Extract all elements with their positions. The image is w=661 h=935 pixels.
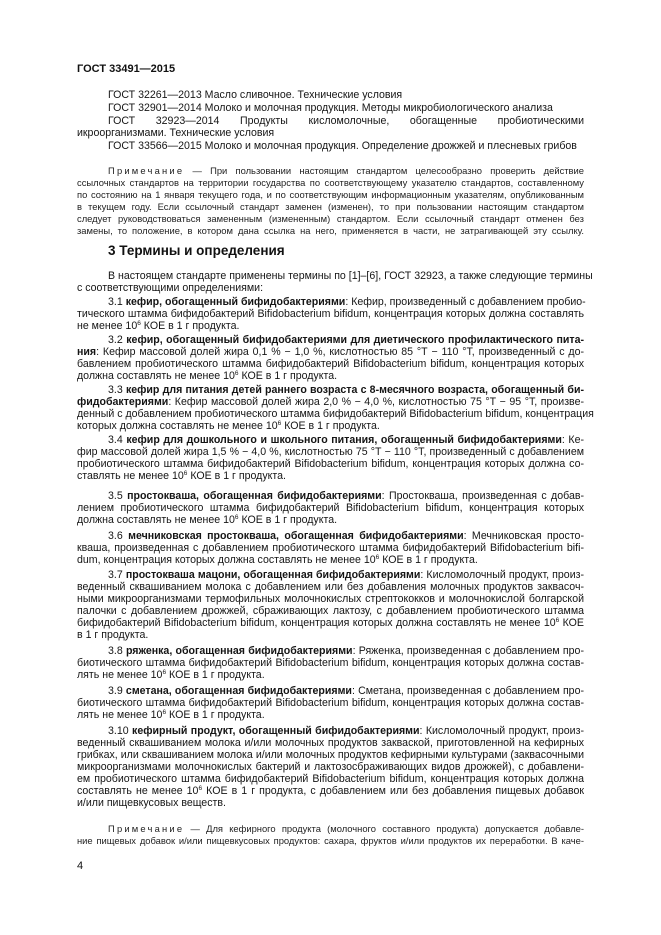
reference-line: ГОСТ 33566—2015 Молоко и молочная продукция. Определение дрожжей и плесневых грибов <box>108 140 577 152</box>
term-title: ряженка, обогащенная бифидобактериями <box>125 645 353 657</box>
term-title: кефир, обогащенный бифидобактериями <box>125 296 346 308</box>
term-title: кефир для дошкольного и школьного питания, обогащенный бифидобактериями <box>126 434 562 446</box>
term-title: простокваша мацони, обогащенная бифидобактериями <box>125 569 421 581</box>
reference-line: икроорганизмами. Технические условия <box>77 127 275 139</box>
note-line: следует руководствоваться замененным (измененным) стандартом. Если ссылочный стандарт отменен без <box>77 213 584 224</box>
note-line: Примечание — Для кефирного продукта (молочного составного продукта) допускается добавле- <box>108 823 584 834</box>
reference-line: ГОСТ 32261—2013 Масло сливочное. Технические условия <box>108 89 403 101</box>
note-label: Примечание <box>108 165 185 176</box>
header-title: ГОСТ 33491—2015 <box>77 63 176 75</box>
document-page: ГОСТ 33491—2015 ГОСТ 32261—2013 Масло сливочное. Технические условия ГОСТ 32901—2014 Молоко и молочная продукция. Методы микробиологического анализа ГОСТ 32923—2014 Продукты кисломолочные, обогащенные пробиотическими икроорганизмами. Технические условия ГОСТ 33566—2015 Молоко и молочная продукция. Определение дрожжей и плесневых грибов Примечание — При пользовании настоящим стандартом целесообразно проверить действие ссылочных стандартов на территории государства по соответствующему указателю стандартов, составленному по состоянию на 1 января текущего года, и по соответствующим информационным указателям, опубликованным в текущем году. Если ссылочный стандарт заменен (изменен), то при пользовании настоящим стандартом следует руководствоваться замененным (измененным) стандартом. Если ссылочный стандарт отменен без замены, то положение, в котором дана ссылка на него, применяется в части, не затрагивающей эту ссылку. 3 Термины и определения В настоящем стандарте применены термины по [1]–[6], ГОСТ 32923, а также следующие термины с соответствующими определениями: 3.1 кефир, обогащенный бифидобактериями: Кефир, произведенный с добавлением пробио- тического штамма бифидобактерий Bifidobacterium bifidum, концентрация которых должна составлять не менее $10^6$ КОЕ в 1 г продукта. 3.2 кефир, обогащенный бифидобактериями для диетического профилактического пита- ния: Кефир массовой долей жира 0,1 % − 1,0 %, кислотностью 85 °Т − 110 °Т, произведенный с до- бавлением пробиотического штамма бифидобактерий Bifidobacterium bifidum, концентрация которых должна составлять не менее $10^6$ КОЕ в 1 г продукта. 3.3 кефир для питания детей раннего возраста с 8-месячного возраста, обогащенный би- фидобактериями: Кефир массовой долей жира 2,0 % − 4,0 %, кислотностью 75 °Т − 95 °Т, произве- денный с добавлением пробиотического штамма бифидобактерий Bifidobacterium bifidum, концентрация которых должна составлять не менее $10^6$ КОЕ в 1 г продукта. 3.4 кефир для дошкольного и школьного питания, обогащенный бифидобактериями: Ке- фир массовой долей жира 1,5 % − 4,0 %, кислотностью 75 °Т − 110 °Т, произведенный с добавлением пробиотического штамма бифидобактерий Bifidobacterium bifidum, концентрация которых должна со- ставлять не менее $10^6$ КОЕ в 1 г продукта. 3.5 простокваша, обогащенная бифидобактериями: Простокваша, произведенная с добав- лением пробиотического штамма бифидобактерий Bifidobacterium bifidum, концентрация которых должна составлять не менее $10^6$ КОЕ в 1 г продукта. 3.6 мечниковская простокваша, обогащенная бифидобактериями: Мечниковская просто- кваша, произведенная с добавлением пробиотического штамма бифидобактерий Bifidobacterium bifi- dum, концентрация которых должна составлять не менее $10^6$ КОЕ в 1 г продукта. 3.7 простокваша мацони, обогащенная бифидобактериями: Кисломолочный продукт, произ- веденный сквашиванием молока с добавлением или без добавления молочных продуктов заквасоч- ными микроорганизмами термофильных молочнокислых стрептококков и молочнокислой болгарской палочки с добавлением дрожжей, сбраживающих лактозу, с добавлением пробиотического штамма бифидобактерий Bifidobacterium bifidum, концентрация которых должна составлять не менее $10^6$ КОЕ в 1 г продукта. 3.8 ряженка, обогащенная бифидобактериями: Ряженка, произведенная с добавлением про- биотического штамма бифидобактерий Bifidobacterium bifidum, концентрация которых должна состав- лять не менее $10^6$ КОЕ в 1 г продукта. 3.9 сметана, обогащенная бифидобактериями: Сметана, произведенная с добавлением про- биотического штамма бифидобактерий Bifidobacterium bifidum, концентрация которых должна состав- лять не менее $10^6$ КОЕ в 1 г продукта. 3.10 кефирный продукт, обогащенный бифидобактериями: Кисломолочный продукт, произ- веденный сквашиванием молока и/или молочных продуктов закваской, приготовленной на кефирных грибках, или сквашиванием молока и/или молочных продуктов кефирными культурами (заквасочными микроорганизмами молочнокислых бактерий и лактозосбраживающих видов дрожжей), с добавлени- ем пробиотического штамма бифидобактерий Bifidobacterium bifidum, концентрация которых должна составлять не менее $10^6$ КОЕ в 1 г продукта, с добавлением или без добавления пищевых добавок и/или пищевкусовых веществ. Примечание — Для кефирного продукта (молочного составного продукта) допускается добавле- ние пищевых добавок и/или пищевкусовых продуктов: сахара, фруктов и/или продуктов их переработки. В каче- 4 <box>0 0 661 935</box>
reference-line: ГОСТ 32923—2014 Продукты кисломолочные, обогащенные пробиотическими <box>108 115 584 127</box>
note-line: по состоянию на 1 января текущего года, и по соответствующим информационным указателям, опубликованным <box>77 189 584 200</box>
note-line: в текущем году. Если ссылочный стандарт заменен (изменен), то при пользовании настоящим стандартом <box>77 201 584 212</box>
note-label: Примечание <box>108 823 185 834</box>
term-title: мечниковская простокваша, обогащенная бифидобактериями <box>128 530 464 542</box>
note-line: Примечание — При пользовании настоящим стандартом целесообразно проверить действие <box>108 165 584 176</box>
term-title: кефир, обогащенный бифидобактериями для диетического профилактического пита- <box>126 334 584 346</box>
note-line: ние пищевых добавок и/или пищевкусовых продуктов: сахара, фруктов и/или продуктов их переработки. В каче- <box>77 835 584 846</box>
term-title: сметана, обогащенная бифидобактериями <box>125 685 352 697</box>
reference-line: ГОСТ 32901—2014 Молоко и молочная продукция. Методы микробиологического анализа <box>108 102 553 114</box>
term-title: простокваша, обогащенная бифидобактериями <box>127 490 382 502</box>
page-number: 4 <box>77 860 84 872</box>
intro-line: В настоящем стандарте применены термины по [1]–[6], ГОСТ 32923, а также следующие термины <box>108 270 593 282</box>
term-title: кефирный продукт, обогащенный бифидобактериями <box>132 725 420 737</box>
note-line: замены, то положение, в котором дана ссылка на него, применяется в части, не затрагивающей эту ссылку. <box>77 225 584 236</box>
intro-line: с соответствующими определениями: <box>77 282 264 294</box>
section-title: 3 Термины и определения <box>108 243 285 258</box>
note-line: ссылочных стандартов на территории государства по соответствующему указателю стандартов, составленному <box>77 177 584 188</box>
term-title: кефир для питания детей раннего возраста с 8-месячного возраста, обогащенный би- <box>125 384 584 396</box>
